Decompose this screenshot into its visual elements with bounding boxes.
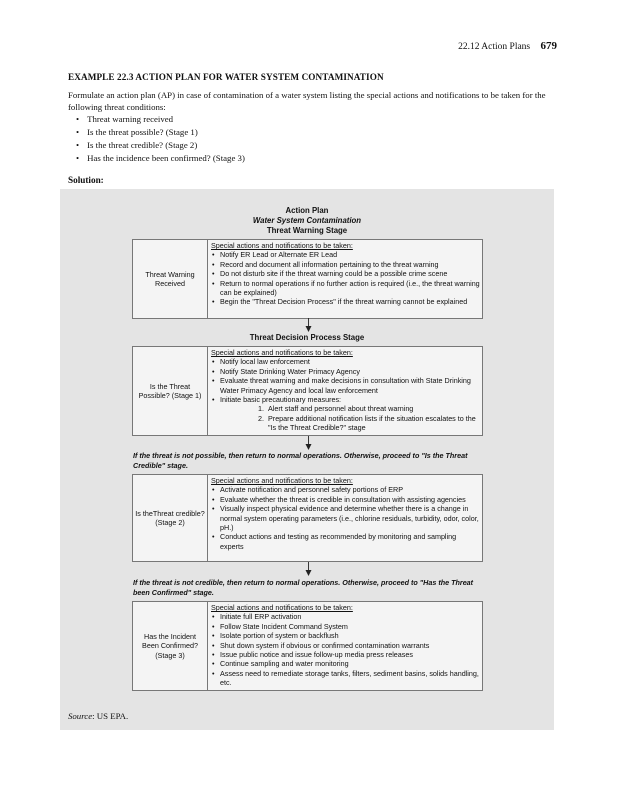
arrow-down-icon [305,318,312,332]
list-item: • Conduct actions and testing as recommended by monitoring and sampling experts [211,532,480,551]
section-label: 22.12 Action Plans [458,42,531,52]
list-item: • Notify local law enforcement [211,357,480,366]
source-note [68,711,128,721]
transition-note-2: If the threat is not credible, then return to normal operations. Otherwise, proceed to "Has the Threat been Confirmed" stage. [133,578,474,597]
list-item [258,414,480,433]
stage-label: Has the Incident Been Confirmed? (Stage 3) [133,602,208,690]
item-text: Prepare additional notification lists if the situation escalates to the "Is the Threat Credible?" stage [268,413,476,433]
arrow-down-icon [305,436,312,450]
plan-subtitle: Water System Contamination [252,216,362,225]
list-item: • Isolate portion of system or backflush [211,631,480,640]
decision-stage-title: Threat Decision Process Stage [249,333,365,342]
example-title: EXAMPLE 22.3 ACTION PLAN FOR WATER SYSTEM CONTAMINATION [68,72,384,82]
list-item: • Record and document all information pertaining to the threat warning [211,260,480,269]
list-item [258,404,480,413]
box-heading: Special actions and notifications to be taken: [211,476,353,485]
example-intro: Formulate an action plan (AP) in case of contamination of a water system listing the special actions and notifications to be taken for the following threat conditions: [68,90,546,112]
box-heading: Special actions and notifications to be taken: [211,603,353,612]
source-label: Source [68,711,93,721]
box-heading: Special actions and notifications to be taken: [211,348,353,357]
list-item: • Initiate basic precautionary measures: [211,395,480,404]
stage-title: Threat Warning Stage [266,226,348,235]
list-item: • Begin the "Threat Decision Process" if the threat warning cannot be explained [211,297,480,306]
stage-label: Is theThreat credible? (Stage 2) [133,475,208,561]
list-item: • Assess need to remediate storage tanks, filters, sediment basins, solids handling, etc. [211,669,480,688]
list-item: • Evaluate threat warning and make decisions in consultation with State Drinking Water Primacy Agency and local law enforcement [211,376,480,395]
stage-box-threat-warning [132,239,483,319]
item-number: 1. [258,404,264,414]
item-text: Alert staff and personnel about threat warning [268,404,414,414]
list-item: • Visually inspect physical evidence and determine whether there is a change in normal system operating parameters (i.e., chlorine residuals, turbidity, odor, color, pH.) [211,504,480,532]
plan-title: Action Plan [285,206,329,215]
list-item: • Shut down system if obvious or confirmed contamination warrants [211,641,480,650]
page-number: 679 [540,40,557,52]
running-header [458,40,557,52]
list-item: • Issue public notice and issue follow-up media press releases [211,650,480,659]
condition-list [76,113,245,165]
stage-box-stage-3 [132,601,483,691]
list-item: • Activate notification and personnel safety portions of ERP [211,485,480,494]
list-item: • Evaluate whether the threat is credible in consultation with assisting agencies [211,495,480,504]
transition-note-1: If the threat is not possible, then return to normal operations. Otherwise, proceed to "Is the Threat Credible" stage. [133,451,468,470]
list-item: • Has the incidence been confirmed? (Stage 3) [76,152,245,165]
list-item: • Do not disturb site if the threat warning could be a possible crime scene [211,269,480,278]
list-item: • Notify State Drinking Water Primacy Agency [211,367,480,376]
list-item: • Notify ER Lead or Alternate ER Lead [211,250,480,259]
box-heading: Special actions and notifications to be taken: [211,241,353,250]
stage-label: Threat Warning Received [133,240,208,318]
item-number: 2. [258,413,264,423]
list-item: • Return to normal operations if no further action is required (i.e., the threat warning can be explained) [211,279,480,298]
stage-box-stage-1 [132,346,483,436]
solution-label: Solution: [68,175,104,185]
list-item: • Is the threat possible? (Stage 1) [76,126,245,139]
list-item: • Follow State Incident Command System [211,622,480,631]
list-item: • Continue sampling and water monitoring [211,659,480,668]
list-item: • Initiate full ERP activation [211,612,480,621]
arrow-down-icon [305,562,312,576]
source-text: : US EPA. [92,711,129,721]
list-item: • Is the threat credible? (Stage 2) [76,139,245,152]
list-item: • Threat warning received [76,113,245,126]
stage-label: Is the Threat Possible? (Stage 1) [133,347,208,435]
stage-box-stage-2 [132,474,483,562]
